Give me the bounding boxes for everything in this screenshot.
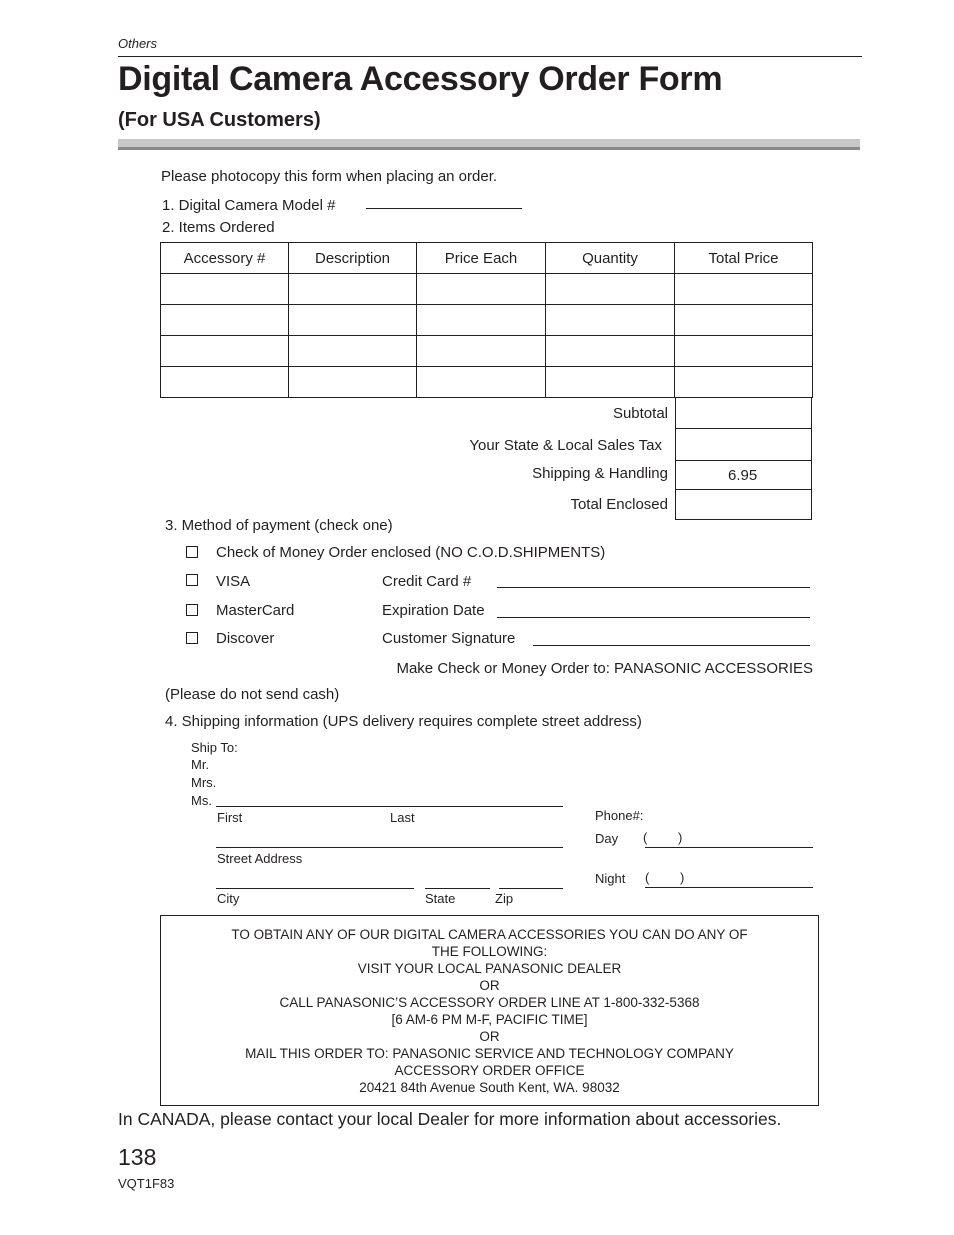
- tax-field[interactable]: [675, 428, 812, 461]
- expiration-field[interactable]: [497, 617, 810, 618]
- state-label: State: [425, 891, 456, 906]
- items-table: [160, 242, 813, 398]
- shipping-value: 6.95: [728, 467, 758, 484]
- signature-field[interactable]: [533, 645, 810, 646]
- payee-text: Make Check or Money Order to: PANASONIC ACCESSORIES: [396, 660, 813, 677]
- col-total-price: Total Price: [675, 243, 813, 274]
- table-cell[interactable]: [417, 274, 546, 305]
- table-cell[interactable]: [675, 305, 813, 336]
- info-line: TO OBTAIN ANY OF OUR DIGITAL CAMERA ACCESSORIES YOU CAN DO ANY OF: [231, 927, 748, 942]
- table-cell[interactable]: [417, 336, 546, 367]
- zip-label: Zip: [495, 891, 514, 906]
- state-field[interactable]: [425, 888, 490, 889]
- zip-field[interactable]: [499, 888, 563, 889]
- info-line: THE FOLLOWING:: [431, 944, 548, 959]
- ship-to-label: Ship To:: [191, 740, 238, 755]
- table-cell[interactable]: [675, 274, 813, 305]
- table-cell[interactable]: [161, 367, 289, 398]
- table-cell[interactable]: [289, 274, 417, 305]
- model-field[interactable]: [366, 208, 522, 209]
- mrs-label: Mrs.: [191, 775, 217, 790]
- table-cell[interactable]: [675, 336, 813, 367]
- mastercard-checkbox[interactable]: [186, 604, 198, 616]
- phone-label: Phone#:: [595, 808, 644, 823]
- mr-label: Mr.: [191, 757, 210, 772]
- city-label: City: [217, 891, 240, 906]
- intro-text: Please photocopy this form when placing an order.: [161, 168, 498, 185]
- table-cell[interactable]: [546, 336, 675, 367]
- day-paren-close: ): [678, 830, 683, 845]
- table-row: [161, 274, 813, 305]
- section-label: Others: [118, 36, 158, 51]
- col-description: Description: [289, 243, 417, 274]
- table-row: [161, 336, 813, 367]
- subtotal-label: Subtotal: [612, 405, 668, 422]
- table-cell[interactable]: [417, 367, 546, 398]
- ordering-info-box: [160, 915, 819, 1106]
- table-header-row: [161, 243, 813, 274]
- first-label: First: [217, 810, 243, 825]
- shipping-heading: 4. Shipping information (UPS delivery requires complete street address): [165, 713, 642, 730]
- discover-label: Discover: [216, 630, 275, 647]
- table-cell[interactable]: [161, 305, 289, 336]
- total-field[interactable]: [675, 489, 812, 520]
- visa-label: VISA: [216, 573, 251, 590]
- total-label: Total Enclosed: [570, 496, 668, 513]
- no-cash-note: (Please do not send cash): [165, 686, 340, 703]
- visa-checkbox[interactable]: [186, 574, 198, 586]
- table-cell[interactable]: [289, 367, 417, 398]
- model-label: 1. Digital Camera Model #: [162, 197, 336, 214]
- table-cell[interactable]: [161, 336, 289, 367]
- signature-label: Customer Signature: [382, 630, 516, 647]
- table-cell[interactable]: [289, 305, 417, 336]
- document-code: VQT1F83: [118, 1176, 175, 1191]
- info-line: CALL PANASONIC’S ACCESSORY ORDER LINE AT 1-800-332-5368: [279, 995, 700, 1010]
- card-number-label: Credit Card #: [382, 573, 472, 590]
- day-phone-field[interactable]: [645, 847, 813, 848]
- expiration-label: Expiration Date: [382, 602, 485, 619]
- page-number: 138: [118, 1144, 157, 1170]
- table-cell[interactable]: [675, 367, 813, 398]
- items-label: 2. Items Ordered: [162, 219, 275, 236]
- table-row: [161, 305, 813, 336]
- street-field[interactable]: [216, 847, 563, 848]
- info-line: 20421 84th Avenue South Kent, WA. 98032: [359, 1080, 620, 1095]
- day-label: Day: [595, 831, 619, 846]
- col-quantity: Quantity: [546, 243, 675, 274]
- info-line: [6 AM-6 PM M-F, PACIFIC TIME]: [391, 1012, 588, 1027]
- payment-heading: 3. Method of payment (check one): [165, 517, 393, 534]
- night-phone-field[interactable]: [645, 887, 813, 888]
- col-accessory: Accessory #: [161, 243, 289, 274]
- table-cell[interactable]: [417, 305, 546, 336]
- name-field[interactable]: [216, 806, 563, 807]
- table-cell[interactable]: [546, 305, 675, 336]
- tax-label: Your State & Local Sales Tax: [469, 437, 662, 454]
- card-number-field[interactable]: [497, 587, 810, 588]
- shipping-field: [675, 460, 812, 490]
- check-checkbox[interactable]: [186, 546, 198, 558]
- table-row: [161, 367, 813, 398]
- info-line: OR: [479, 978, 500, 993]
- title-divider: [118, 139, 860, 150]
- day-paren-open: (: [643, 830, 648, 845]
- table-cell[interactable]: [289, 336, 417, 367]
- canada-note: In CANADA, please contact your local Dealer for more information about accessories.: [118, 1109, 782, 1129]
- info-line: MAIL THIS ORDER TO: PANASONIC SERVICE AND TECHNOLOGY COMPANY: [245, 1046, 734, 1061]
- info-line: ACCESSORY ORDER OFFICE: [394, 1063, 585, 1078]
- ms-label: Ms.: [191, 793, 212, 808]
- mastercard-label: MasterCard: [216, 602, 295, 619]
- page-subtitle: (For USA Customers): [118, 109, 321, 131]
- last-label: Last: [390, 810, 415, 825]
- subtotal-field[interactable]: [675, 397, 812, 429]
- page-title: Digital Camera Accessory Order Form: [118, 60, 723, 98]
- table-cell[interactable]: [546, 274, 675, 305]
- info-line: VISIT YOUR LOCAL PANASONIC DEALER: [357, 961, 622, 976]
- check-label: Check of Money Order enclosed (NO C.O.D.SHIPMENTS): [216, 544, 606, 561]
- night-label: Night: [595, 871, 626, 886]
- city-field[interactable]: [216, 888, 414, 889]
- night-paren-open: (: [645, 870, 650, 885]
- discover-checkbox[interactable]: [186, 632, 198, 644]
- shipping-label: Shipping & Handling: [532, 465, 668, 482]
- info-line: OR: [479, 1029, 500, 1044]
- header-rule: [118, 56, 862, 57]
- street-label: Street Address: [217, 851, 303, 866]
- table-cell[interactable]: [546, 367, 675, 398]
- col-price-each: Price Each: [417, 243, 546, 274]
- table-cell[interactable]: [161, 274, 289, 305]
- night-paren-close: ): [680, 870, 685, 885]
